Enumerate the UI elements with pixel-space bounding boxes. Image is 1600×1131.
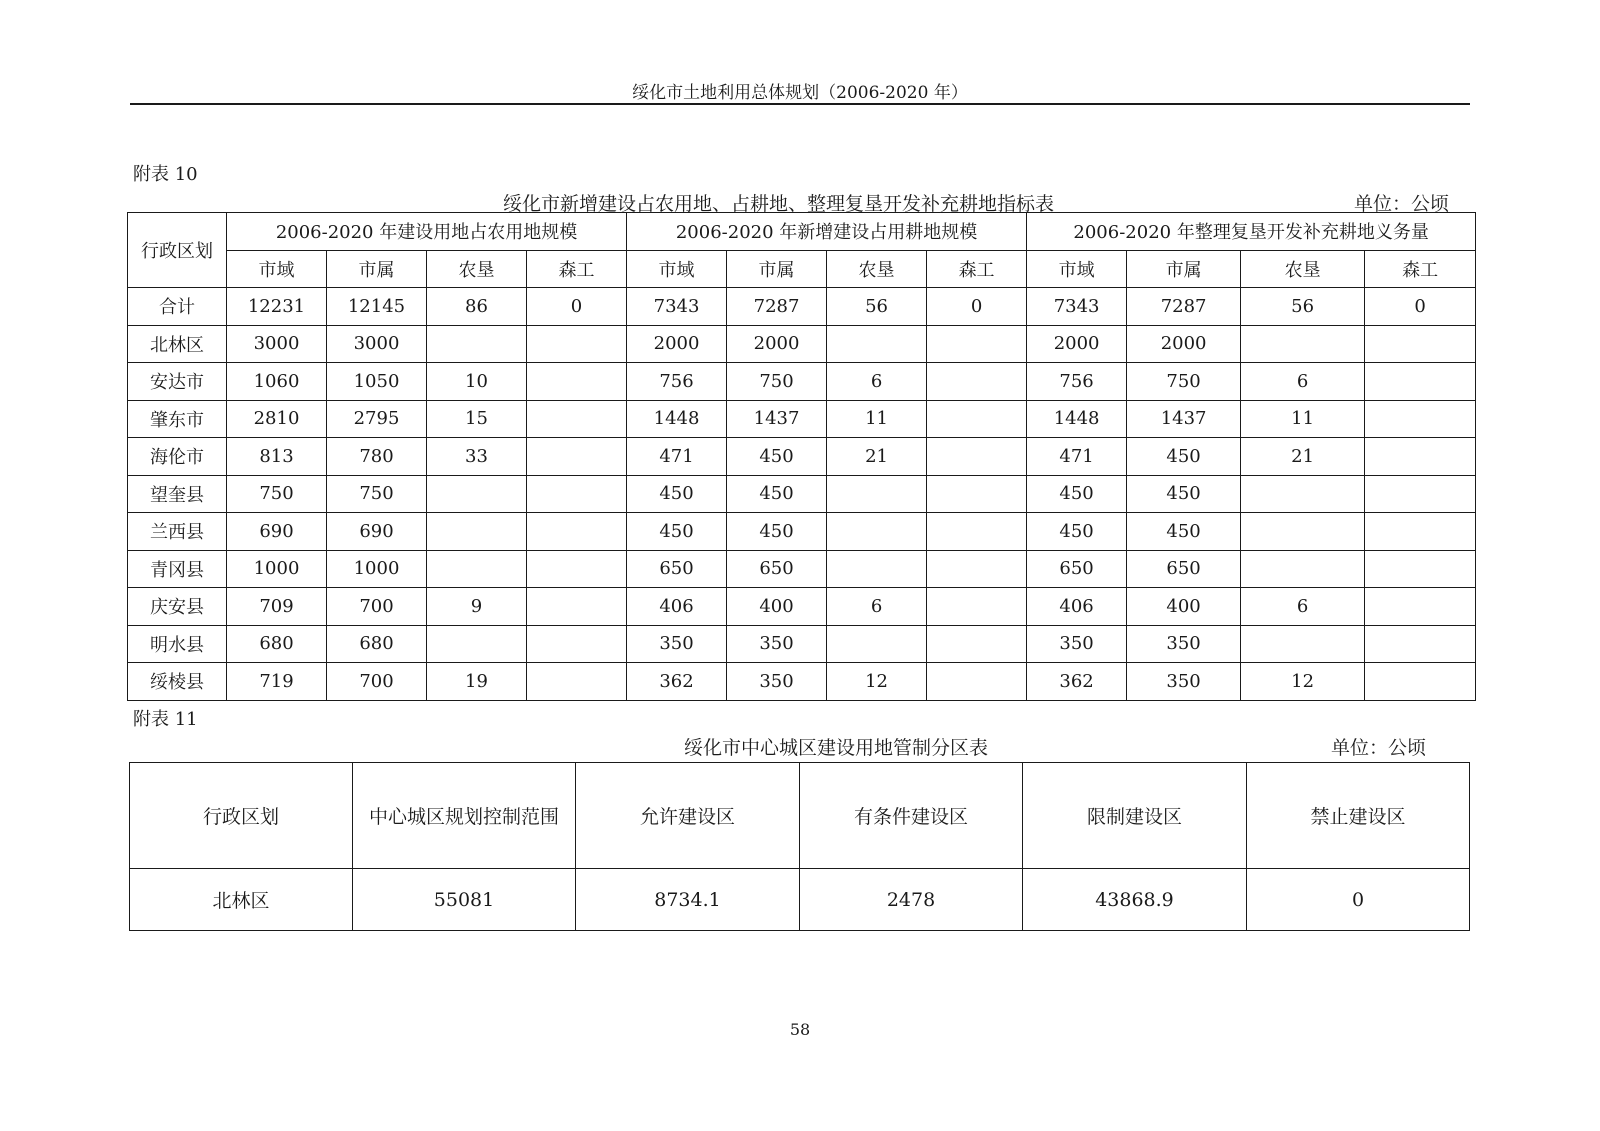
table-row — [128, 475, 1476, 513]
table10-subheader-row — [128, 250, 1476, 288]
data-cell — [427, 513, 527, 551]
data-cell: 11 — [1241, 400, 1365, 438]
data-cell: 756 — [1027, 363, 1127, 401]
data-cell — [527, 363, 627, 401]
data-cell: 680 — [327, 625, 427, 663]
data-cell — [927, 513, 1027, 551]
row-label: 北林区 — [128, 325, 227, 363]
data-cell: 650 — [1027, 550, 1127, 588]
data-cell: 650 — [1127, 550, 1241, 588]
table-row — [128, 625, 1476, 663]
table-row — [128, 663, 1476, 701]
table11-label: 附表 11 — [133, 709, 198, 730]
table-row — [130, 869, 1470, 931]
table10-caption: 绥化市新增建设占农用地、占耕地、整理复垦开发补充耕地指标表 — [503, 193, 1055, 215]
data-cell: 33 — [427, 438, 527, 476]
data-cell: 471 — [1027, 438, 1127, 476]
data-cell: 1448 — [1027, 400, 1127, 438]
table11-header-row — [130, 763, 1470, 869]
sub-header: 农垦 — [1241, 250, 1365, 288]
data-cell — [427, 625, 527, 663]
sub-header: 森工 — [927, 250, 1027, 288]
data-cell: 3000 — [227, 325, 327, 363]
sub-header: 市属 — [327, 250, 427, 288]
data-cell: 6 — [1241, 363, 1365, 401]
data-cell: 19 — [427, 663, 527, 701]
data-cell: 6 — [1241, 588, 1365, 626]
data-cell — [527, 625, 627, 663]
column-header: 行政区划 — [130, 763, 353, 869]
data-cell — [1241, 625, 1365, 663]
data-cell: 21 — [827, 438, 927, 476]
data-cell: 2810 — [227, 400, 327, 438]
data-cell — [927, 625, 1027, 663]
data-cell: 6 — [827, 588, 927, 626]
data-cell: 400 — [727, 588, 827, 626]
sub-header: 市域 — [1027, 250, 1127, 288]
data-cell — [927, 438, 1027, 476]
data-cell: 1050 — [327, 363, 427, 401]
data-cell: 471 — [627, 438, 727, 476]
column-header: 有条件建设区 — [800, 763, 1023, 869]
group-header: 2006-2020 年新增建设占用耕地规模 — [627, 213, 1027, 251]
sub-header: 市属 — [727, 250, 827, 288]
data-cell — [1241, 475, 1365, 513]
data-cell: 719 — [227, 663, 327, 701]
data-cell: 450 — [627, 513, 727, 551]
sub-header: 农垦 — [427, 250, 527, 288]
data-cell — [1365, 588, 1476, 626]
column-header: 禁止建设区 — [1247, 763, 1470, 869]
data-cell: 7343 — [627, 288, 727, 326]
data-cell — [927, 550, 1027, 588]
data-cell: 750 — [727, 363, 827, 401]
data-cell: 3000 — [327, 325, 427, 363]
row-label: 兰西县 — [128, 513, 227, 551]
data-cell: 450 — [1027, 475, 1127, 513]
data-cell: 813 — [227, 438, 327, 476]
data-cell: 750 — [227, 475, 327, 513]
data-cell: 350 — [1127, 663, 1241, 701]
row-label: 庆安县 — [128, 588, 227, 626]
data-cell: 2000 — [627, 325, 727, 363]
data-cell: 12 — [1241, 663, 1365, 701]
data-cell: 55081 — [353, 869, 576, 931]
data-cell — [927, 325, 1027, 363]
data-cell: 86 — [427, 288, 527, 326]
running-header-title: 绥化市土地利用总体规划（2006-2020 年） — [632, 83, 968, 103]
sub-header: 森工 — [527, 250, 627, 288]
data-cell: 43868.9 — [1023, 869, 1247, 931]
data-cell: 750 — [327, 475, 427, 513]
data-cell: 15 — [427, 400, 527, 438]
data-cell: 56 — [827, 288, 927, 326]
data-cell — [527, 550, 627, 588]
data-cell — [527, 325, 627, 363]
data-cell: 0 — [1247, 869, 1470, 931]
table-row — [128, 588, 1476, 626]
data-cell: 406 — [627, 588, 727, 626]
header-rule — [130, 103, 1470, 105]
table11-unit: 单位：公顷 — [1331, 737, 1427, 759]
data-cell — [427, 475, 527, 513]
table-row — [128, 363, 1476, 401]
data-cell — [1365, 438, 1476, 476]
data-cell — [1365, 475, 1476, 513]
data-cell: 7343 — [1027, 288, 1127, 326]
column-header: 中心城区规划控制范围 — [353, 763, 576, 869]
data-cell — [527, 588, 627, 626]
data-cell: 1437 — [1127, 400, 1241, 438]
table-row — [128, 325, 1476, 363]
data-cell: 362 — [1027, 663, 1127, 701]
data-cell: 56 — [1241, 288, 1365, 326]
row-label: 青冈县 — [128, 550, 227, 588]
data-cell: 21 — [1241, 438, 1365, 476]
data-cell — [527, 513, 627, 551]
data-cell: 350 — [1127, 625, 1241, 663]
data-cell — [927, 663, 1027, 701]
sub-header: 市属 — [1127, 250, 1241, 288]
row-label: 明水县 — [128, 625, 227, 663]
data-cell: 350 — [627, 625, 727, 663]
data-cell: 450 — [1127, 438, 1241, 476]
data-cell: 350 — [727, 663, 827, 701]
data-cell: 0 — [1365, 288, 1476, 326]
data-cell: 400 — [1127, 588, 1241, 626]
data-cell: 450 — [727, 475, 827, 513]
data-cell: 12145 — [327, 288, 427, 326]
data-cell: 650 — [627, 550, 727, 588]
data-cell: 9 — [427, 588, 527, 626]
data-cell: 450 — [1127, 513, 1241, 551]
table10-unit: 单位：公顷 — [1354, 193, 1450, 215]
sub-header: 农垦 — [827, 250, 927, 288]
table10 — [127, 212, 1476, 701]
data-cell: 8734.1 — [576, 869, 800, 931]
data-cell: 12231 — [227, 288, 327, 326]
data-cell: 750 — [1127, 363, 1241, 401]
data-cell — [1241, 325, 1365, 363]
data-cell — [827, 513, 927, 551]
data-cell — [427, 325, 527, 363]
row-label: 绥棱县 — [128, 663, 227, 701]
data-cell: 2478 — [800, 869, 1023, 931]
row-label: 安达市 — [128, 363, 227, 401]
data-cell: 690 — [227, 513, 327, 551]
data-cell: 2795 — [327, 400, 427, 438]
row-label: 海伦市 — [128, 438, 227, 476]
data-cell — [427, 550, 527, 588]
table-row — [128, 550, 1476, 588]
data-cell — [527, 475, 627, 513]
data-cell — [1241, 513, 1365, 551]
data-cell: 北林区 — [130, 869, 353, 931]
data-cell — [527, 438, 627, 476]
data-cell — [927, 475, 1027, 513]
data-cell: 6 — [827, 363, 927, 401]
data-cell: 2000 — [727, 325, 827, 363]
sub-header: 市域 — [627, 250, 727, 288]
table-row — [128, 513, 1476, 551]
data-cell — [827, 475, 927, 513]
data-cell: 7287 — [727, 288, 827, 326]
data-cell: 12 — [827, 663, 927, 701]
row-label: 望奎县 — [128, 475, 227, 513]
data-cell — [1365, 363, 1476, 401]
data-cell — [1365, 400, 1476, 438]
data-cell: 756 — [627, 363, 727, 401]
data-cell: 450 — [727, 513, 827, 551]
data-cell — [827, 550, 927, 588]
data-cell: 450 — [1027, 513, 1127, 551]
data-cell — [1365, 513, 1476, 551]
data-cell: 0 — [527, 288, 627, 326]
table-row — [128, 438, 1476, 476]
data-cell — [1365, 663, 1476, 701]
data-cell — [1241, 550, 1365, 588]
data-cell: 1437 — [727, 400, 827, 438]
data-cell: 7287 — [1127, 288, 1241, 326]
row-label: 肇东市 — [128, 400, 227, 438]
data-cell: 350 — [1027, 625, 1127, 663]
data-cell — [927, 363, 1027, 401]
data-cell: 690 — [327, 513, 427, 551]
table10-header-row — [128, 213, 1476, 251]
data-cell: 450 — [1127, 475, 1241, 513]
table-row — [128, 288, 1476, 326]
row-label: 合计 — [128, 288, 227, 326]
data-cell: 450 — [727, 438, 827, 476]
data-cell: 362 — [627, 663, 727, 701]
data-cell — [527, 400, 627, 438]
data-cell: 0 — [927, 288, 1027, 326]
data-cell — [1365, 625, 1476, 663]
data-cell — [1365, 550, 1476, 588]
data-cell: 350 — [727, 625, 827, 663]
column-header: 限制建设区 — [1023, 763, 1247, 869]
column-header: 允许建设区 — [576, 763, 800, 869]
data-cell: 1000 — [327, 550, 427, 588]
data-cell: 2000 — [1127, 325, 1241, 363]
data-cell — [527, 663, 627, 701]
data-cell — [827, 325, 927, 363]
group-header: 2006-2020 年整理复垦开发补充耕地义务量 — [1027, 213, 1476, 251]
data-cell: 450 — [627, 475, 727, 513]
data-cell: 709 — [227, 588, 327, 626]
data-cell — [927, 400, 1027, 438]
page-number: 58 — [789, 1020, 811, 1039]
sub-header: 市域 — [227, 250, 327, 288]
data-cell: 10 — [427, 363, 527, 401]
sub-header: 森工 — [1365, 250, 1476, 288]
data-cell: 1000 — [227, 550, 327, 588]
data-cell: 650 — [727, 550, 827, 588]
group-header: 2006-2020 年建设用地占农用地规模 — [227, 213, 627, 251]
data-cell: 1060 — [227, 363, 327, 401]
data-cell: 2000 — [1027, 325, 1127, 363]
table11-caption: 绥化市中心城区建设用地管制分区表 — [684, 737, 989, 759]
data-cell: 780 — [327, 438, 427, 476]
data-cell: 11 — [827, 400, 927, 438]
data-cell: 700 — [327, 588, 427, 626]
data-cell: 1448 — [627, 400, 727, 438]
table10-label: 附表 10 — [133, 164, 198, 185]
data-cell — [927, 588, 1027, 626]
table11 — [129, 762, 1470, 931]
data-cell: 406 — [1027, 588, 1127, 626]
data-cell — [1365, 325, 1476, 363]
data-cell — [827, 625, 927, 663]
data-cell: 700 — [327, 663, 427, 701]
data-cell: 680 — [227, 625, 327, 663]
region-header: 行政区划 — [128, 213, 227, 288]
table-row — [128, 400, 1476, 438]
